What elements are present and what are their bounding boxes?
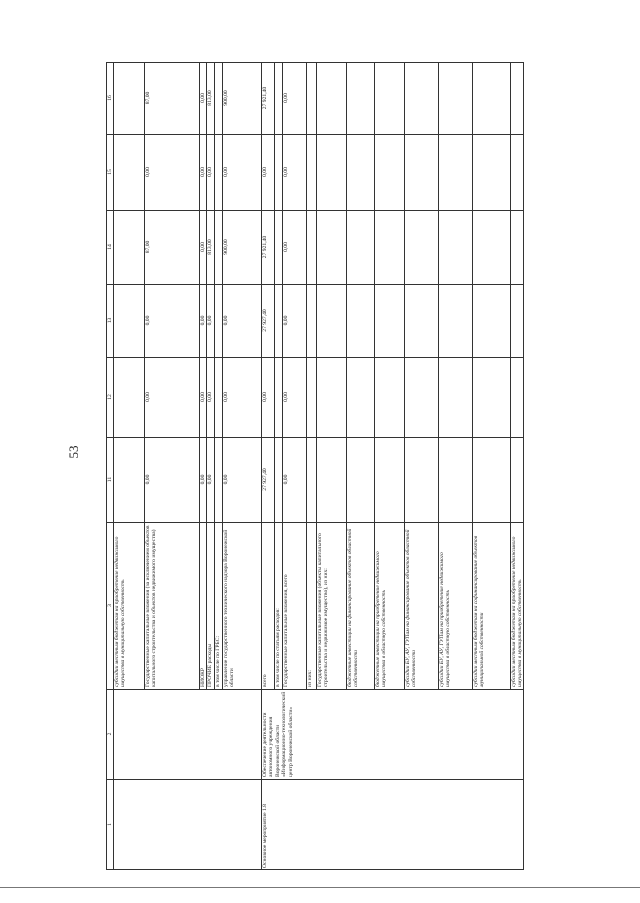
page-bottom-rule <box>0 887 640 888</box>
cell-value: 27 921,40 <box>262 86 268 110</box>
event-name: Обеспечение деятельности автономного учреждения Воронежской области «Информационно-технологический центр Воронежской области» <box>262 690 294 777</box>
cell-value: 0,00 <box>200 474 206 485</box>
cell-text: бюджетные инвестиции на приобретение недвижимого имущества в областную собственность <box>375 549 388 687</box>
row-label-cell <box>199 522 206 689</box>
column-number: 16 <box>107 95 113 101</box>
value-cell <box>144 437 199 522</box>
event-code-cell <box>261 779 274 870</box>
cell-value: 0,00 <box>207 167 213 177</box>
row-label-cell <box>282 522 306 689</box>
value-cell <box>261 284 274 357</box>
row-label-cell <box>222 522 261 689</box>
cell-text: НИОКР <box>200 668 206 687</box>
value-cell <box>222 134 261 210</box>
value-cell <box>206 210 214 284</box>
column-header <box>106 357 113 437</box>
cell-value: 0,00 <box>283 315 289 326</box>
value-cell <box>261 210 274 284</box>
column-separator <box>106 779 524 780</box>
row-label-cell <box>404 522 438 689</box>
value-cell <box>282 284 306 357</box>
column-header <box>106 437 113 522</box>
cell-value: 0,00 <box>223 315 229 326</box>
column-number: 12 <box>107 394 113 400</box>
value-cell <box>144 284 199 357</box>
value-cell <box>282 437 306 522</box>
budget-table <box>106 62 524 870</box>
prev-subrow-cell <box>113 522 144 689</box>
cell-value: 0,00 <box>283 474 289 485</box>
value-cell <box>199 357 206 437</box>
row-label-cell <box>274 522 282 689</box>
cell-value: 0,00 <box>200 315 206 326</box>
cell-text: бюджетные инвестиции на финансирование объектов областной собственности <box>347 527 360 687</box>
cell-value: 27 927,40 <box>262 309 268 332</box>
cell-text: субсидии БУ, АУ, ГУПам на финансирование объектов областной собственности <box>405 528 418 687</box>
value-cell <box>199 437 206 522</box>
cell-value: 87,00 <box>145 240 151 254</box>
value-cell <box>261 357 274 437</box>
cell-text: из них: <box>307 670 313 687</box>
cell-text: субсидии местным бюджетам на софинансирование объектов муниципальной собственности <box>473 534 486 687</box>
cell-text: Государственные капитальные вложения, всего <box>283 574 289 687</box>
cell-value: 0,00 <box>200 392 206 402</box>
column-header <box>106 210 113 284</box>
value-cell <box>199 210 206 284</box>
cell-text: в том числе по статьям расходов: <box>275 608 281 687</box>
value-cell <box>222 357 261 437</box>
value-cell <box>199 62 206 134</box>
row-label-cell <box>306 522 316 689</box>
cell-value: 0,00 <box>223 392 229 402</box>
column-header <box>106 689 113 779</box>
value-cell <box>144 134 199 210</box>
value-cell <box>282 210 306 284</box>
row-label-cell <box>214 522 222 689</box>
row-label-cell <box>261 522 274 689</box>
row-label-cell <box>346 522 374 689</box>
cell-value: 0,00 <box>145 315 151 326</box>
value-cell <box>222 284 261 357</box>
cell-value: 0,00 <box>223 167 229 177</box>
cell-value: 900,00 <box>223 90 229 106</box>
page-number: 53 <box>66 445 81 459</box>
cell-text: ПРОЧИЕ расходы <box>207 643 213 687</box>
cell-text: субсидии местным бюджетам на приобретение недвижимого имущества в муниципальную собственность <box>114 535 127 687</box>
cell-value: 0,00 <box>283 242 289 252</box>
cell-value: 813,00 <box>207 90 213 106</box>
cell-value: 0,00 <box>207 474 213 485</box>
column-number: 1 <box>107 823 113 826</box>
cell-value: 0,00 <box>223 474 229 485</box>
column-header <box>106 62 113 134</box>
value-cell <box>144 62 199 134</box>
cell-text: субсидии БУ, АУ, ГУПам на приобретение недвижимого имущества в областную собственность <box>439 550 452 687</box>
cell-value: 0,00 <box>145 474 151 485</box>
column-number: 11 <box>107 476 113 483</box>
value-cell <box>199 284 206 357</box>
cell-value: 813,00 <box>207 239 213 255</box>
cell-value: 0,00 <box>283 392 289 402</box>
value-cell <box>199 134 206 210</box>
value-cell <box>222 62 261 134</box>
cell-text: в том числе по ГРБС: <box>215 636 221 687</box>
row-label-cell <box>144 522 199 689</box>
value-cell <box>206 357 214 437</box>
value-cell <box>282 357 306 437</box>
budget-table-wrapper <box>106 62 524 870</box>
cell-value: 0,00 <box>145 392 151 402</box>
cell-value: 0,00 <box>262 167 268 177</box>
column-number: 14 <box>107 244 113 250</box>
value-cell <box>222 210 261 284</box>
table-border-right <box>523 62 524 870</box>
header-separator <box>113 62 114 870</box>
cell-text: управление государственного технического надзора Воронежской области <box>223 528 236 687</box>
cell-value: 0,00 <box>200 167 206 177</box>
row-label-cell <box>316 522 346 689</box>
value-cell <box>282 134 306 210</box>
cell-value: 27 927,40 <box>262 468 268 491</box>
row-label-cell <box>206 522 214 689</box>
value-cell <box>261 437 274 522</box>
value-cell <box>261 62 274 134</box>
cell-value: 0,00 <box>283 167 289 177</box>
event-code: Основное мероприятие 1.8 <box>262 804 268 868</box>
cell-value: 27 921,40 <box>262 235 268 259</box>
event-name-cell <box>261 689 316 779</box>
cell-value: 0,00 <box>207 315 213 326</box>
column-number: 13 <box>107 317 113 324</box>
row-label-cell <box>510 522 524 689</box>
column-header <box>106 134 113 210</box>
value-cell <box>206 284 214 357</box>
value-cell <box>144 357 199 437</box>
cell-value: 0,00 <box>207 392 213 402</box>
cell-text: Государственные капитальные вложения (за исключением объектов капитального строительства и объектов недвижимого имущества) <box>145 524 158 687</box>
column-number: 2 <box>107 732 113 736</box>
cell-value: 87,00 <box>145 91 151 105</box>
column-header <box>106 779 113 870</box>
cell-value: 900,00 <box>223 239 229 255</box>
value-cell <box>282 62 306 134</box>
value-cell <box>206 134 214 210</box>
value-cell <box>144 210 199 284</box>
column-header <box>106 284 113 357</box>
column-number: 3 <box>107 604 113 607</box>
row-label-cell <box>438 522 472 689</box>
row-label-cell <box>374 522 404 689</box>
cell-value: 0,00 <box>200 93 206 103</box>
value-cell <box>206 62 214 134</box>
column-header <box>106 522 113 689</box>
value-cell <box>261 134 274 210</box>
row-label-cell <box>472 522 510 689</box>
cell-value: 0,00 <box>145 167 151 177</box>
table-border-bottom <box>106 869 524 870</box>
value-cell <box>206 437 214 522</box>
column-number: 15 <box>107 169 113 175</box>
cell-text: субсидии местным бюджетам на приобретение недвижимого имущества в муниципальную собственность <box>511 535 524 687</box>
cell-value: 0,00 <box>200 242 206 252</box>
cell-text: всего <box>262 674 268 687</box>
cell-value: 0,00 <box>283 93 289 103</box>
value-cell <box>222 437 261 522</box>
cell-value: 0,00 <box>262 392 268 402</box>
cell-text: Государственные капитальные вложения (объекты капитального строительства и недвижимое имущество), из них: <box>317 531 330 687</box>
